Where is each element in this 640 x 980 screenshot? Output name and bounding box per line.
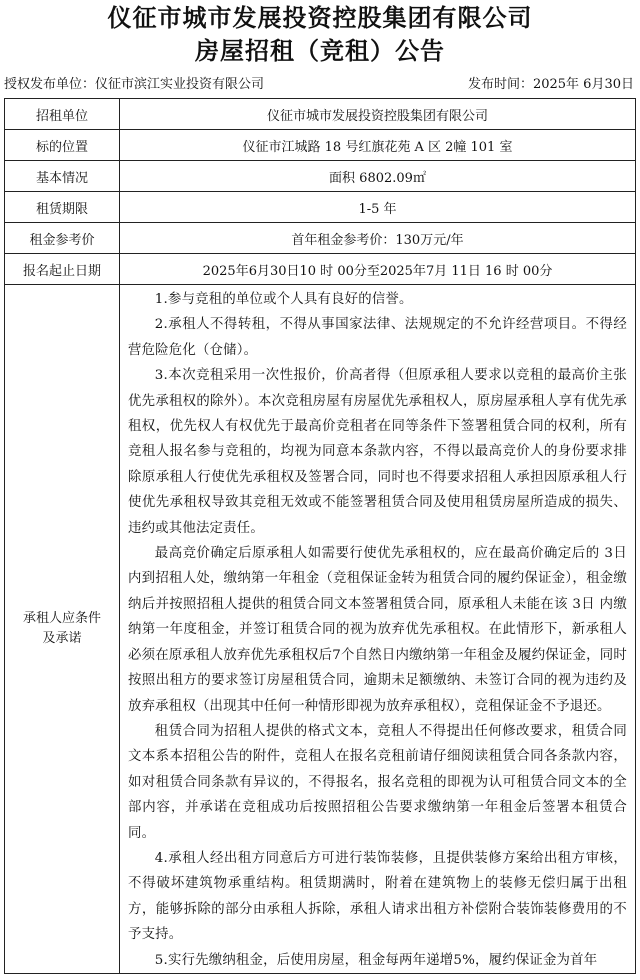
row-label: 报名起止日期	[5, 254, 120, 285]
terms-content	[120, 285, 636, 974]
terms-paragraph: 租赁合同为招租人提供的格式文本，竞租人不得提出任何修改要求，租赁合同文本系本招租公告的附件，竞租人在报名竞租前请仔细阅读租赁合同各条款内容，如对租赁合同条款有异议的，不得报名，报名竞租的即视为认可租赁合同文本的全部内容，并承诺在竞租成功后按照招租公告要求缴纳第一年租金后签署本租赁合同。	[128, 723, 627, 841]
table-row	[5, 130, 636, 161]
terms-row	[5, 285, 636, 974]
row-label: 招租单位	[5, 99, 120, 130]
row-value: 面积 6802.09㎡	[120, 161, 636, 192]
row-value: 仪征市江城路 18 号红旗花苑 A 区 2幢 101 室	[120, 130, 636, 161]
terms-label-line2: 及承诺	[42, 630, 82, 646]
row-label: 租金参考价	[5, 223, 120, 254]
terms-paragraph: 最高竞价确定后原承租人如需要行使优先承租权的，应在最高价确定后的 3日内到招租人处，缴纳第一年租金（竞租保证金转为租赁合同的履约保证金），租金缴纳后并按照招租人提供的租赁合同文本签署租赁合同，原承租人未能在该 3日 内缴纳第一年度租金，并签订租赁合同的视为放弃优先承租权。在此情形下，新承租人必须在原承租人放弃优先承租权后7个自然日内缴纳第一年租金及履约保证金，同时按照出租方的要求签订房屋租赁合同，逾期未足额缴纳、未签订合同的视为违约及放弃承租权（出现其中任何一种情形即视为放弃承租权），竞租保证金不予退还。	[128, 546, 627, 714]
table-row	[5, 254, 636, 285]
terms-paragraph: 2.承租人不得转租，不得从事国家法律、法规规定的不允许经营项目。不得经营危险危化（仓储）。	[128, 317, 627, 358]
row-label: 租赁期限	[5, 192, 120, 223]
publisher-text: 授权发布单位：仪征市滨江实业投资有限公司	[4, 77, 265, 92]
row-value: 2025年6月30日10 时 00分至2025年7月 11日 16 时 00分	[120, 254, 636, 285]
terms-paragraph: 4.承租人经出租方同意后方可进行装饰装修，且提供装修方案给出租方审核，不得破坏建筑物承重结构。租赁期满时，附着在建筑物上的装修无偿归属于出租方，能够拆除的部分由承租人拆除，承租人请求出租方补偿附合装饰装修费用的不予支持。	[128, 850, 627, 943]
notice-title-line2: 房屋招租（竞租）公告	[195, 36, 445, 65]
notice-meta	[0, 72, 640, 98]
row-label: 标的位置	[5, 130, 120, 161]
row-label: 基本情况	[5, 161, 120, 192]
terms-label	[5, 285, 120, 974]
row-value: 1-5 年	[120, 192, 636, 223]
terms-paragraph: 5.实行先缴纳租金，后使用房屋，租金每两年递增5%，履约保证金为首年	[154, 952, 598, 968]
notice-table	[4, 98, 636, 974]
table-row	[5, 223, 636, 254]
terms-paragraph: 3.本次竞租采用一次性报价，价高者得（但原承租人要求以竞租的最高价主张优先承租权的除外）。本次竞租房屋有房屋优先承租权人，原房屋承租人享有优先承租权，优先权人有权优先于最高价竞租者在同等条件下签署租赁合同的权利，所有竞租人报名参与竞租的，均视为同意本条款内容，不得以最高竞价人的身份要求排除原承租人行使优先承租权及签署合同，同时也不得要求招租人承担因原承租人行使优先承租权导致其竞租无效或不能签署租赁合同及使用租赁房屋所造成的损失、违约或其他法定责任。	[128, 368, 627, 536]
table-row	[5, 99, 636, 130]
row-value: 仪征市城市发展投资控股集团有限公司	[120, 99, 636, 130]
terms-paragraph: 1.参与竞租的单位或个人具有良好的信誉。	[154, 292, 413, 307]
table-row	[5, 161, 636, 192]
notice-title-line1: 仪征市城市发展投资控股集团有限公司	[107, 3, 533, 32]
publish-time-text: 发布时间：2025年 6月30日	[467, 77, 634, 92]
table-row	[5, 192, 636, 223]
terms-label-line1: 承租人应条件	[22, 610, 101, 626]
row-value: 首年租金参考价：130万元/年	[120, 223, 636, 254]
